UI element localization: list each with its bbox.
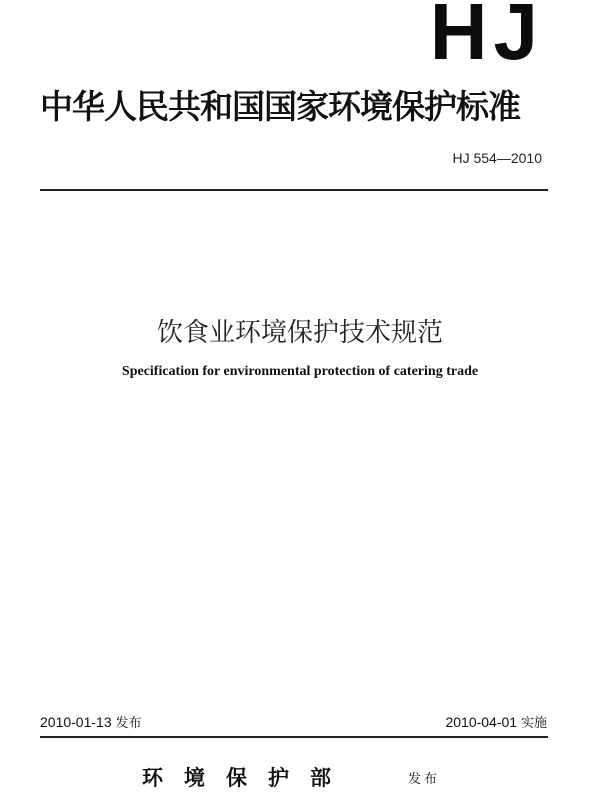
issue-date: 2010-01-13 — [40, 714, 112, 730]
implementation-date: 2010-04-01 — [445, 714, 518, 730]
issue-label: 发布 — [115, 716, 142, 731]
document-title-english: Specification for environmental protection of catering trade — [121, 364, 479, 379]
standard-number: HJ 554—2010 — [452, 150, 542, 166]
issuing-authority-suffix: 发布 — [408, 772, 441, 787]
implementation-date-line — [445, 712, 547, 731]
organization-title: 中华人民共和国国家环境保护标准 — [40, 87, 520, 126]
footer-divider — [40, 736, 548, 738]
document-title-chinese: 饮食业环境保护技术规范 — [156, 318, 443, 348]
header-divider — [40, 189, 548, 191]
issuing-authority: 环境保护部 — [142, 765, 352, 790]
hj-logo: HJ — [429, 0, 544, 76]
issue-date-line — [40, 712, 142, 731]
implementation-label: 实施 — [520, 716, 547, 731]
